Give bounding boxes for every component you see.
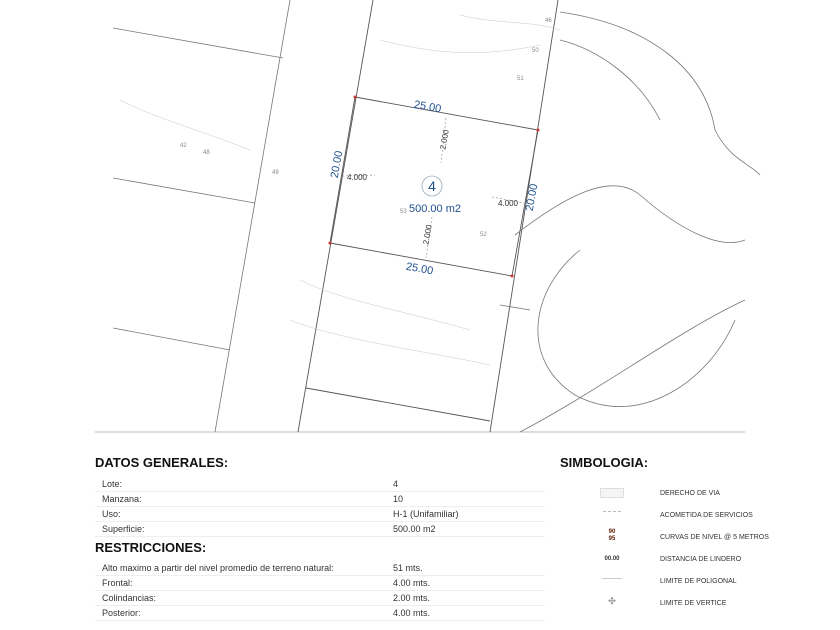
restriction-row [95, 561, 545, 576]
legend-label: LIMITE DE VERTICE [660, 600, 727, 607]
setback-left: 4.000 [346, 173, 368, 182]
dim-right: 20.00 [523, 182, 541, 213]
dim-top: 25.00 [412, 98, 443, 116]
legend-label: CURVAS DE NIVEL @ 5 METROS [660, 534, 769, 541]
dim-left: 20.00 [328, 149, 346, 180]
data-value: 10 [393, 494, 404, 504]
data-label: Uso: [102, 509, 121, 519]
legend-label: DERECHO DE VIA [660, 490, 720, 497]
restriction-label: Posterior: [102, 608, 141, 618]
data-row [95, 477, 545, 492]
legend-item [560, 505, 785, 527]
boundary-distance-symbol-icon: 00.00 [604, 556, 620, 562]
restriction-value: 2.00 mts. [393, 593, 431, 603]
data-label: Superficie: [102, 524, 145, 534]
legend-item [560, 571, 785, 593]
restriction-row [95, 576, 545, 591]
neighbor-lot-label: 51 [517, 76, 524, 82]
lot-area: 500.00 m2 [409, 203, 461, 215]
general-data-panel [95, 455, 545, 621]
restriction-label: Colindancias: [102, 593, 157, 603]
data-label: Lote: [102, 479, 123, 489]
setback-right: 4.000 [497, 199, 519, 208]
restriction-row [95, 606, 545, 621]
data-value: 500.00 m2 [393, 524, 436, 534]
neighbor-lot-label: 50 [532, 48, 539, 54]
service-connection-swatch-icon [600, 510, 624, 517]
restriction-value: 4.00 mts. [393, 578, 431, 588]
data-row [95, 492, 545, 507]
legend-item [560, 483, 785, 505]
restriction-value: 51 mts. [393, 563, 423, 573]
lot-number: 4 [428, 178, 436, 194]
data-value: 4 [393, 479, 399, 489]
restriction-label: Alto maximo a partir del nivel promedio de terreno natural: [102, 563, 334, 573]
polygon-limit-swatch-icon [600, 576, 624, 583]
neighbor-lot-label: 48 [203, 150, 210, 156]
setback-top: 2.000 [438, 128, 451, 151]
data-row [95, 507, 545, 522]
simbologia-title: SIMBOLOGIA: [560, 455, 649, 470]
restriction-label: Frontal: [102, 578, 133, 588]
dim-bottom: 25.00 [404, 260, 435, 278]
legend-item [560, 593, 785, 615]
datos-generales-title: DATOS GENERALES: [95, 455, 229, 470]
data-row [95, 522, 545, 537]
legend-label: ACOMETIDA DE SERVICIOS [660, 512, 753, 519]
legend-label: DISTANCIA DE LINDERO [660, 556, 742, 563]
legend-item [560, 549, 785, 571]
setback-bottom: 2.000 [421, 223, 434, 246]
data-value: H-1 (Unifamiliar) [393, 509, 459, 519]
neighbor-lot-label: 42 [180, 143, 187, 149]
legend-label: LIMITE DE POLIGONAL [660, 578, 737, 585]
restricciones-title: RESTRICCIONES: [95, 540, 207, 555]
right-of-way-swatch-icon [600, 488, 624, 501]
restriction-value: 4.00 mts. [393, 608, 431, 618]
legend-panel [560, 455, 785, 615]
restriction-row [95, 591, 545, 606]
legend-item [560, 527, 785, 549]
contour-lines-symbol-icon: 90 95 [608, 529, 616, 542]
neighbor-lot-label: 49 [272, 170, 279, 176]
neighbor-lot-label: 46 [545, 18, 552, 24]
neighbor-lot-label: 53 [400, 209, 407, 215]
neighbor-lot-label: 52 [480, 232, 487, 238]
data-label: Manzana: [102, 494, 142, 504]
vertex-limit-icon: ✣ [608, 596, 616, 606]
